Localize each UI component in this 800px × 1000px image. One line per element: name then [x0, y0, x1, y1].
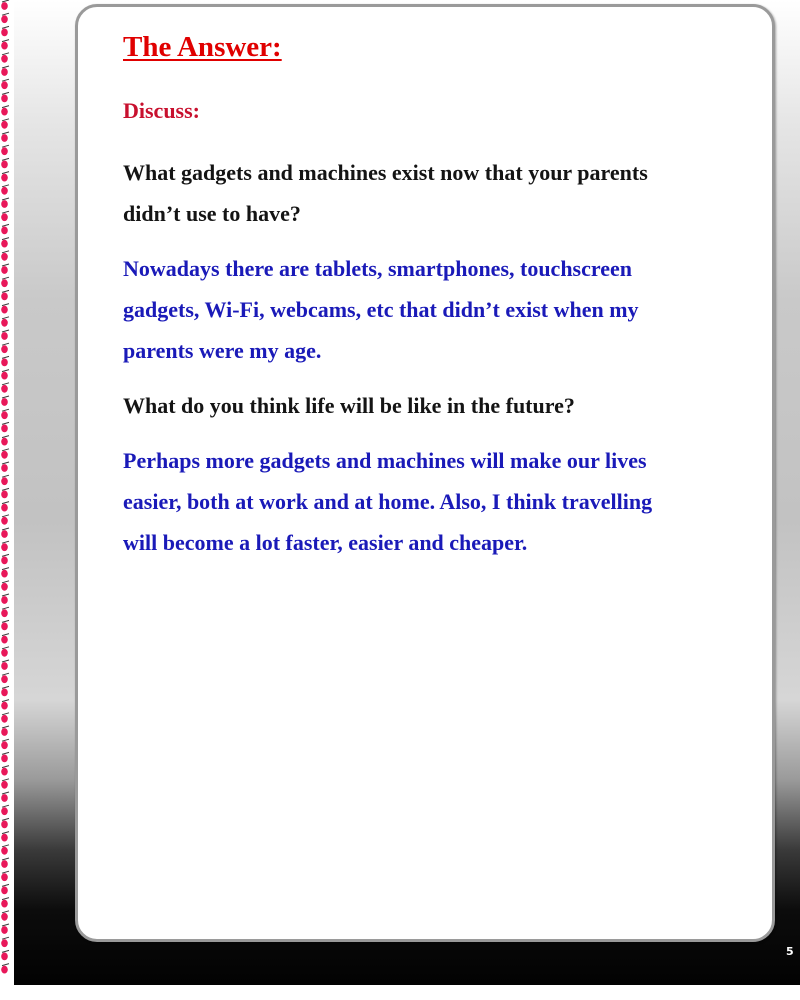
binding-ring — [1, 53, 9, 63]
binding-ring — [1, 475, 9, 485]
binding-ring — [1, 409, 9, 419]
binding-ring — [1, 343, 9, 353]
binding-ring — [1, 713, 9, 723]
binding-ring — [1, 264, 9, 274]
binding-ring — [1, 330, 9, 340]
binding-ring — [1, 383, 9, 393]
binding-ring — [1, 106, 9, 116]
binding-ring — [1, 198, 9, 208]
binding-ring — [1, 673, 9, 683]
binding-ring — [1, 422, 9, 432]
answer-2-line-2: easier, both at work and at home. Also, I think travelling — [123, 489, 653, 514]
answer-2 — [123, 440, 753, 563]
question-2-line-1: What do you think life will be like in the future? — [123, 393, 575, 418]
binding-ring — [1, 40, 9, 50]
page-title: The Answer: — [123, 31, 282, 63]
binding-ring — [1, 818, 9, 828]
question-1-line-2: didn’t use to have? — [123, 201, 301, 226]
binding-ring — [1, 581, 9, 591]
binding-ring — [1, 449, 9, 459]
binding-ring — [1, 898, 9, 908]
binding-ring — [1, 924, 9, 934]
answer-2-line-1: Perhaps more gadgets and machines will make our lives — [123, 448, 647, 473]
binding-ring — [1, 528, 9, 538]
binding-ring — [1, 541, 9, 551]
binding-ring — [1, 845, 9, 855]
binding-ring — [1, 515, 9, 525]
binding-ring — [1, 92, 9, 102]
spiral-binding-rings-icon — [0, 0, 14, 985]
binding-ring — [1, 634, 9, 644]
binding-ring — [1, 132, 9, 142]
binding-ring — [1, 805, 9, 815]
answer-2-line-3: will become a lot faster, easier and cheaper. — [123, 530, 528, 555]
binding-ring — [1, 607, 9, 617]
binding-ring — [1, 911, 9, 921]
binding-ring — [1, 26, 9, 36]
binding-ring — [1, 647, 9, 657]
binding-ring — [1, 871, 9, 881]
binding-ring — [1, 317, 9, 327]
binding-ring — [1, 211, 9, 221]
binding-ring — [1, 937, 9, 947]
binding-ring — [1, 396, 9, 406]
binding-ring — [1, 0, 9, 10]
binding-ring — [1, 950, 9, 960]
answer-1-line-2: gadgets, Wi-Fi, webcams, etc that didn’t exist when my — [123, 297, 639, 322]
binding-ring — [1, 568, 9, 578]
binding-ring — [1, 726, 9, 736]
page-card — [75, 4, 775, 942]
binding-ring — [1, 304, 9, 314]
binding-ring — [1, 502, 9, 512]
binding-ring — [1, 620, 9, 630]
binding-ring — [1, 436, 9, 446]
binding-ring — [1, 356, 9, 366]
binding-ring — [1, 884, 9, 894]
binding-ring — [1, 779, 9, 789]
discuss-heading: Discuss: — [123, 98, 201, 123]
binding-ring — [1, 224, 9, 234]
spiral-binding — [0, 0, 14, 985]
question-1 — [123, 152, 753, 234]
binding-ring — [1, 277, 9, 287]
answer-1-line-1: Nowadays there are tablets, smartphones, touchscreen — [123, 256, 633, 281]
binding-ring — [1, 370, 9, 380]
answer-1-line-3: parents were my age. — [123, 338, 322, 363]
page-number: 5 — [786, 945, 794, 958]
binding-ring — [1, 238, 9, 248]
answer-1 — [123, 248, 753, 371]
binding-ring — [1, 832, 9, 842]
binding-ring — [1, 13, 9, 23]
binding-ring — [1, 185, 9, 195]
question-1-line-1: What gadgets and machines exist now that your parents — [123, 160, 648, 185]
binding-ring — [1, 251, 9, 261]
binding-ring — [1, 660, 9, 670]
binding-ring — [1, 66, 9, 76]
binding-ring — [1, 594, 9, 604]
binding-ring — [1, 964, 9, 974]
binding-ring — [1, 752, 9, 762]
binding-ring — [1, 488, 9, 498]
bottom-strip — [0, 985, 800, 1000]
binding-ring — [1, 290, 9, 300]
binding-ring — [1, 462, 9, 472]
binding-ring — [1, 766, 9, 776]
binding-ring — [1, 158, 9, 168]
binding-ring — [1, 79, 9, 89]
binding-ring — [1, 686, 9, 696]
binding-ring — [1, 119, 9, 129]
binding-ring — [1, 700, 9, 710]
binding-ring — [1, 858, 9, 868]
binding-ring — [1, 172, 9, 182]
binding-ring — [1, 739, 9, 749]
question-2 — [123, 385, 753, 426]
binding-ring — [1, 145, 9, 155]
binding-ring — [1, 554, 9, 564]
binding-ring — [1, 792, 9, 802]
